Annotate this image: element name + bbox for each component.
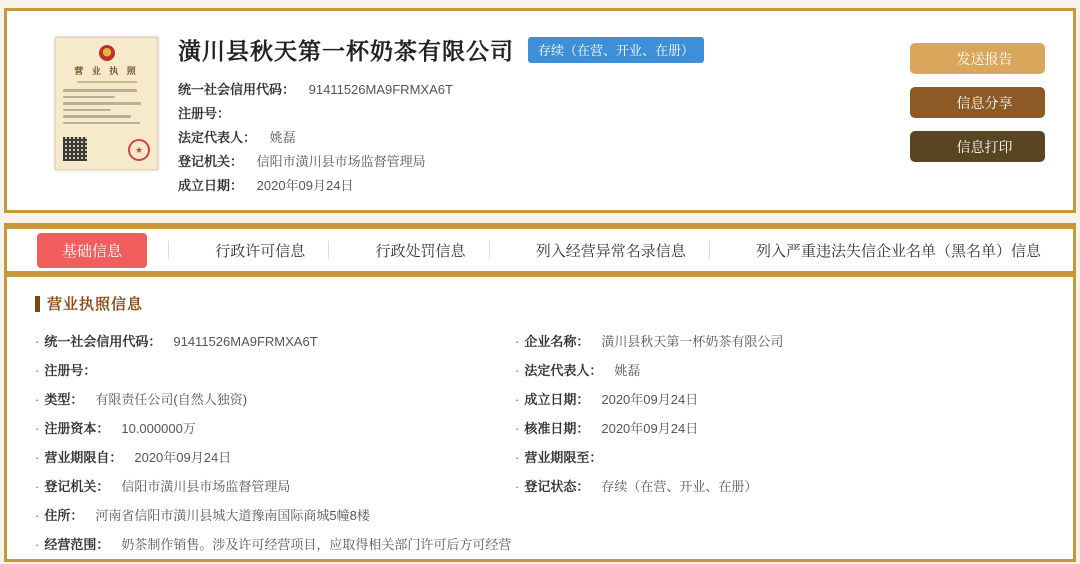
field-value: 10.000000万 — [121, 421, 196, 436]
bullet-icon: · — [515, 479, 520, 494]
field-label: 登记机关： — [44, 479, 110, 494]
national-emblem-icon — [99, 45, 115, 61]
tab-item[interactable] — [709, 234, 1043, 267]
bullet-icon: · — [35, 334, 40, 349]
field-value: 2020年09月24日 — [256, 178, 354, 193]
header-action-button[interactable]: 信息分享 — [910, 87, 1045, 118]
bullet-icon: · — [35, 537, 40, 552]
detail-field-row — [35, 501, 515, 530]
action-button-group — [910, 43, 1045, 210]
header-field-row — [178, 150, 910, 174]
detail-field-row — [35, 472, 515, 501]
field-value: 有限责任公司(自然人独资) — [95, 392, 248, 407]
bullet-icon: · — [35, 421, 40, 436]
field-label: 注册号： — [178, 106, 231, 121]
company-header-card — [4, 8, 1076, 213]
license-thumb-textlines — [63, 89, 150, 124]
qr-code-icon — [63, 137, 87, 161]
bullet-icon: · — [35, 479, 40, 494]
tab-label: 行政处罚信息 — [375, 242, 466, 260]
detail-field-row — [515, 414, 1045, 443]
tab-label: 行政许可信息 — [215, 242, 306, 260]
bullet-icon: · — [515, 334, 520, 349]
tab-label: 列入经营异常名录信息 — [535, 242, 686, 260]
header-field-row — [178, 126, 910, 150]
detail-card — [4, 223, 1076, 562]
company-name: 潢川县秋天第一杯奶茶有限公司 — [178, 39, 514, 64]
business-license-thumbnail — [55, 37, 158, 170]
detail-field-row — [515, 472, 1045, 501]
field-label: 核准日期： — [524, 421, 590, 436]
status-badge: 存续（在营、开业、在册） — [528, 37, 704, 63]
bullet-icon: · — [35, 450, 40, 465]
tab-label: 列入严重违法失信企业名单（黑名单）信息 — [755, 242, 1041, 260]
field-value: 91411526MA9FRMXA6T — [308, 82, 453, 97]
header-action-button[interactable]: 信息打印 — [910, 131, 1045, 162]
license-thumb-divider — [77, 81, 137, 83]
header-field-row — [178, 174, 910, 198]
field-value: 河南省信阳市潢川县城大道豫南国际商城5幢8楼 — [95, 508, 370, 523]
field-label: 经营范围： — [44, 537, 110, 552]
section-title-text: 营业执照信息 — [47, 296, 144, 313]
license-thumb-title: 营 业 执 照 — [74, 66, 139, 76]
field-value: 潢川县秋天第一杯奶茶有限公司 — [601, 334, 784, 349]
detail-field-row — [515, 327, 1045, 356]
field-label: 营业期限至： — [524, 450, 603, 465]
field-label: 营业期限自： — [44, 450, 123, 465]
field-label: 成立日期： — [178, 178, 244, 193]
header-field-row — [178, 102, 910, 126]
field-value: 2020年09月24日 — [601, 392, 699, 407]
field-label: 登记机关： — [178, 154, 244, 169]
field-value: 奶茶制作销售。涉及许可经营项目，应取得相关部门许可后方可经营 — [121, 537, 512, 552]
detail-field-row — [515, 356, 1045, 385]
bullet-icon: · — [515, 421, 520, 436]
field-label: 登记状态： — [524, 479, 590, 494]
field-label: 类型： — [44, 392, 84, 407]
field-value: 存续（在营、开业、在册） — [601, 479, 758, 494]
detail-left-column — [35, 327, 515, 559]
tab-bar — [7, 229, 1073, 277]
field-label: 企业名称： — [524, 334, 590, 349]
bullet-icon: · — [515, 392, 520, 407]
section-title — [35, 293, 1045, 314]
header-field-list — [178, 78, 910, 198]
field-value: 91411526MA9FRMXA6T — [173, 334, 318, 349]
field-value: 2020年09月24日 — [601, 421, 699, 436]
detail-field-row — [35, 414, 515, 443]
tab-label: 基础信息 — [37, 233, 147, 268]
business-license-section — [7, 277, 1073, 559]
tab-divider — [168, 241, 169, 259]
detail-right-column — [515, 327, 1045, 559]
detail-field-row — [35, 356, 515, 385]
field-label: 成立日期： — [524, 392, 590, 407]
field-value: 信阳市潢川县市场监督管理局 — [256, 154, 426, 169]
section-title-bar-icon — [35, 296, 40, 312]
company-info-block — [158, 33, 910, 210]
bullet-icon: · — [515, 363, 520, 378]
tab-divider — [709, 241, 710, 259]
field-label: 统一社会信用代码： — [44, 334, 162, 349]
field-label: 注册号： — [44, 363, 97, 378]
tab-item[interactable] — [37, 233, 147, 268]
tab-item[interactable] — [328, 234, 467, 267]
detail-field-row — [515, 385, 1045, 414]
field-value: 信阳市潢川县市场监督管理局 — [121, 479, 291, 494]
field-label: 统一社会信用代码： — [178, 82, 296, 97]
field-label: 注册资本： — [44, 421, 110, 436]
detail-field-row — [35, 385, 515, 414]
tab-divider — [328, 241, 329, 259]
bullet-icon: · — [35, 363, 40, 378]
tab-divider — [489, 241, 490, 259]
field-label: 法定代表人： — [524, 363, 603, 378]
tab-item[interactable] — [168, 234, 307, 267]
red-seal-icon: ★ — [128, 139, 150, 161]
header-action-button[interactable]: 发送报告 — [910, 43, 1045, 74]
field-value: 姚磊 — [269, 130, 296, 145]
tab-item[interactable] — [489, 234, 688, 267]
field-value: 2020年09月24日 — [134, 450, 232, 465]
header-field-row — [178, 78, 910, 102]
field-label: 住所： — [44, 508, 84, 523]
detail-field-row — [35, 327, 515, 356]
bullet-icon: · — [515, 450, 520, 465]
bullet-icon: · — [35, 508, 40, 523]
field-label: 法定代表人： — [178, 130, 257, 145]
field-value: 姚磊 — [614, 363, 641, 378]
detail-field-row — [35, 443, 515, 472]
detail-field-row — [35, 530, 515, 559]
detail-field-row — [515, 443, 1045, 472]
bullet-icon: · — [35, 392, 40, 407]
